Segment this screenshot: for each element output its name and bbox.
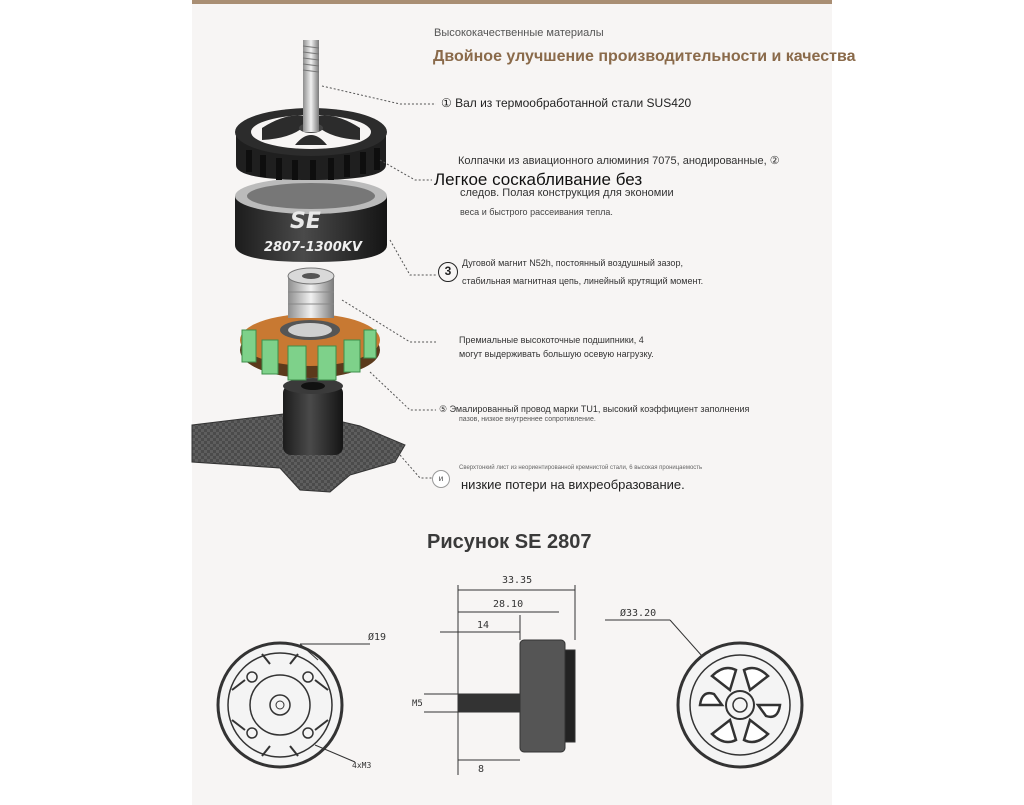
feature-wire-line2: пазов, низкое внутреннее сопротивление.	[459, 416, 596, 423]
feature-magnet-line2: стабильная магнитная цепь, линейный крутящий момент.	[462, 276, 704, 286]
dim-body-length: 28.10	[493, 599, 524, 610]
dim-mount-holes: 4xM3	[352, 761, 372, 770]
dim-bell-length: 14	[477, 620, 490, 631]
feature-number-badge: и	[432, 470, 450, 488]
feature-number-badge: 3	[438, 262, 458, 282]
feature-magnet-line1: Дуговой магнит N52h, постоянный воздушный зазор,	[462, 258, 683, 268]
dim-base: 8	[478, 764, 485, 775]
section-eyebrow: Высококачественные материалы	[434, 27, 604, 39]
dim-thread: M5	[412, 699, 423, 709]
dim-overall-length: 33.35	[502, 575, 533, 586]
feature-caps-line3: следов. Полая конструкция для экономии	[460, 187, 674, 199]
feature-caps-line2: Легкое соскабливание без	[434, 170, 643, 189]
feature-shaft: ① Вал из термообработанной стали SUS420	[441, 96, 692, 110]
drawing-title: Рисунок SE 2807	[427, 531, 592, 553]
feature-steel-line1: Сверхтонкий лист из неориентированной кремнистой стали, 6 высокая проницаемость	[459, 465, 703, 471]
top-view	[605, 620, 802, 767]
brand-mark: SE	[290, 209, 321, 234]
feature-steel-line2: низкие потери на вихреобразование.	[461, 477, 685, 492]
feature-bearing-line2: могут выдерживать большую осевую нагрузку.	[459, 349, 654, 359]
feature-bearing-line1: Премиальные высокоточные подшипники, 4	[459, 335, 644, 345]
dim-outer-diameter: Ø33.20	[620, 608, 657, 619]
bottom-view	[218, 643, 370, 767]
side-view	[424, 585, 575, 775]
dim-diameter-19: Ø19	[368, 632, 387, 643]
feature-caps-line4: веса и быстрого рассеивания тепла.	[460, 207, 613, 217]
feature-caps-line1: Колпачки из авиационного алюминия 7075, анодированные, ②	[458, 155, 780, 167]
feature-wire-line1: ⑤ Эмалированный провод марки TU1, высокий коэффициент заполнения	[439, 404, 750, 414]
section-title: Двойное улучшение производительности и качества	[433, 48, 856, 65]
model-label: 2807-1300KV	[264, 240, 362, 255]
